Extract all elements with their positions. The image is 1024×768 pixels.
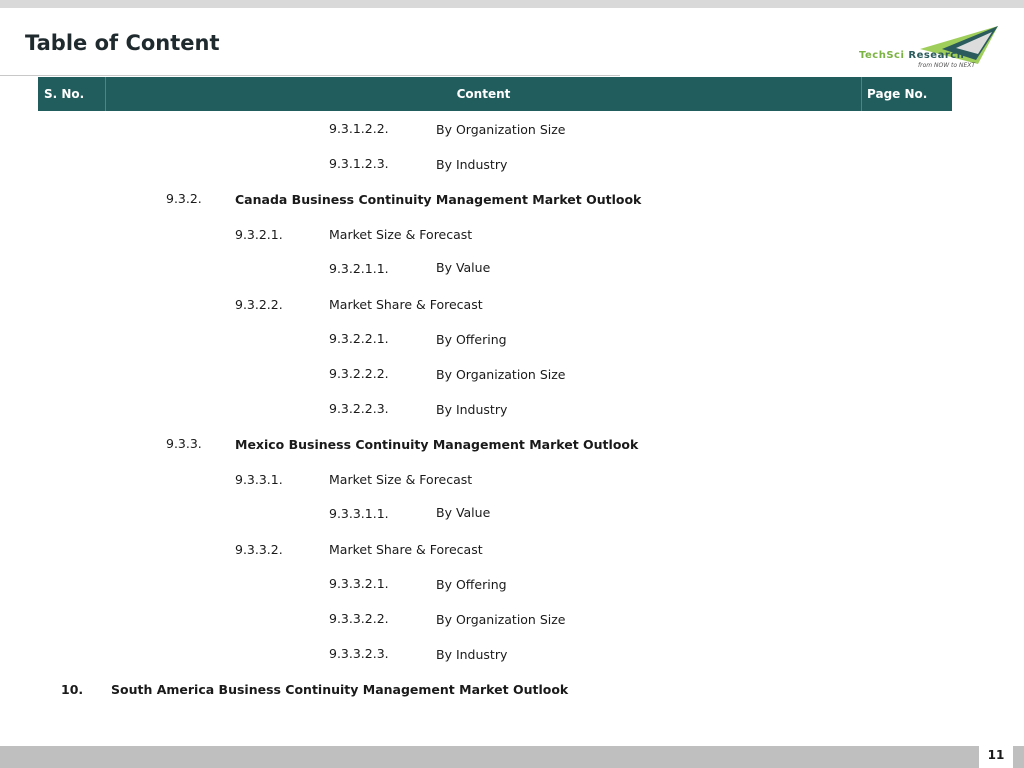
toc-row-number: 9.3.2.2. <box>235 297 283 312</box>
toc-row-number: 9.3.2.2.3. <box>329 401 389 416</box>
toc-row-label: By Value <box>436 260 491 275</box>
toc-row-label: Market Size & Forecast <box>329 227 473 242</box>
toc-row-label: By Value <box>436 505 491 520</box>
header-sno: S. No. <box>44 87 85 101</box>
toc-row-number: 9.3.3.2. <box>235 542 283 557</box>
toc-row-number: 9.3.1.2.2. <box>329 121 389 136</box>
toc-row-number: 9.3.3.2.1. <box>329 576 389 591</box>
toc-row-label: By Industry <box>436 157 508 172</box>
footer-bar <box>0 746 1024 768</box>
techsci-logo <box>856 24 1002 72</box>
toc-row-number: 9.3.2.2.1. <box>329 331 389 346</box>
toc-row-number: 9.3.2. <box>166 191 202 206</box>
toc-row-label: By Industry <box>436 647 508 662</box>
logo-tagline: from NOW to NEXT <box>918 62 976 69</box>
toc-row-number: 9.3.1.2.3. <box>329 156 389 171</box>
header-content: Content <box>105 77 862 111</box>
toc-row-number: 9.3.3.1. <box>235 472 283 487</box>
toc-row-label: Market Share & Forecast <box>329 542 483 557</box>
page-number: 11 <box>979 742 1013 768</box>
page-title: Table of Content <box>25 31 220 55</box>
logo-name: TechSci Research <box>859 50 965 61</box>
toc-row-label: By Organization Size <box>436 612 566 627</box>
toc-row-number: 9.3.2.2.2. <box>329 366 389 381</box>
toc-row-number: 9.3.2.1.1. <box>329 261 389 276</box>
toc-row-number: 9.3.3.2.2. <box>329 611 389 626</box>
toc-row-number: 9.3.3.2.3. <box>329 646 389 661</box>
toc-row-number: 9.3.2.1. <box>235 227 283 242</box>
header-page-no: Page No. <box>867 87 928 101</box>
top-bar <box>0 0 1024 8</box>
toc-row-number: 9.3.3. <box>166 436 202 451</box>
table-header <box>38 77 952 111</box>
toc-row-label: Market Size & Forecast <box>329 472 473 487</box>
toc-row-label: By Organization Size <box>436 122 566 137</box>
toc-row-label: By Organization Size <box>436 367 566 382</box>
toc-row-label: South America Business Continuity Management Market Outlook <box>111 682 569 697</box>
toc-row-label: Market Share & Forecast <box>329 297 483 312</box>
toc-row-label: Mexico Business Continuity Management Market Outlook <box>235 437 639 452</box>
toc-row-label: By Offering <box>436 577 507 592</box>
toc-row-label: By Offering <box>436 332 507 347</box>
toc-row-label: By Industry <box>436 402 508 417</box>
title-divider <box>0 75 620 76</box>
toc-row-number: 9.3.3.1.1. <box>329 506 389 521</box>
toc-row-number: 10. <box>61 682 84 697</box>
toc-row-label: Canada Business Continuity Management Market Outlook <box>235 192 642 207</box>
